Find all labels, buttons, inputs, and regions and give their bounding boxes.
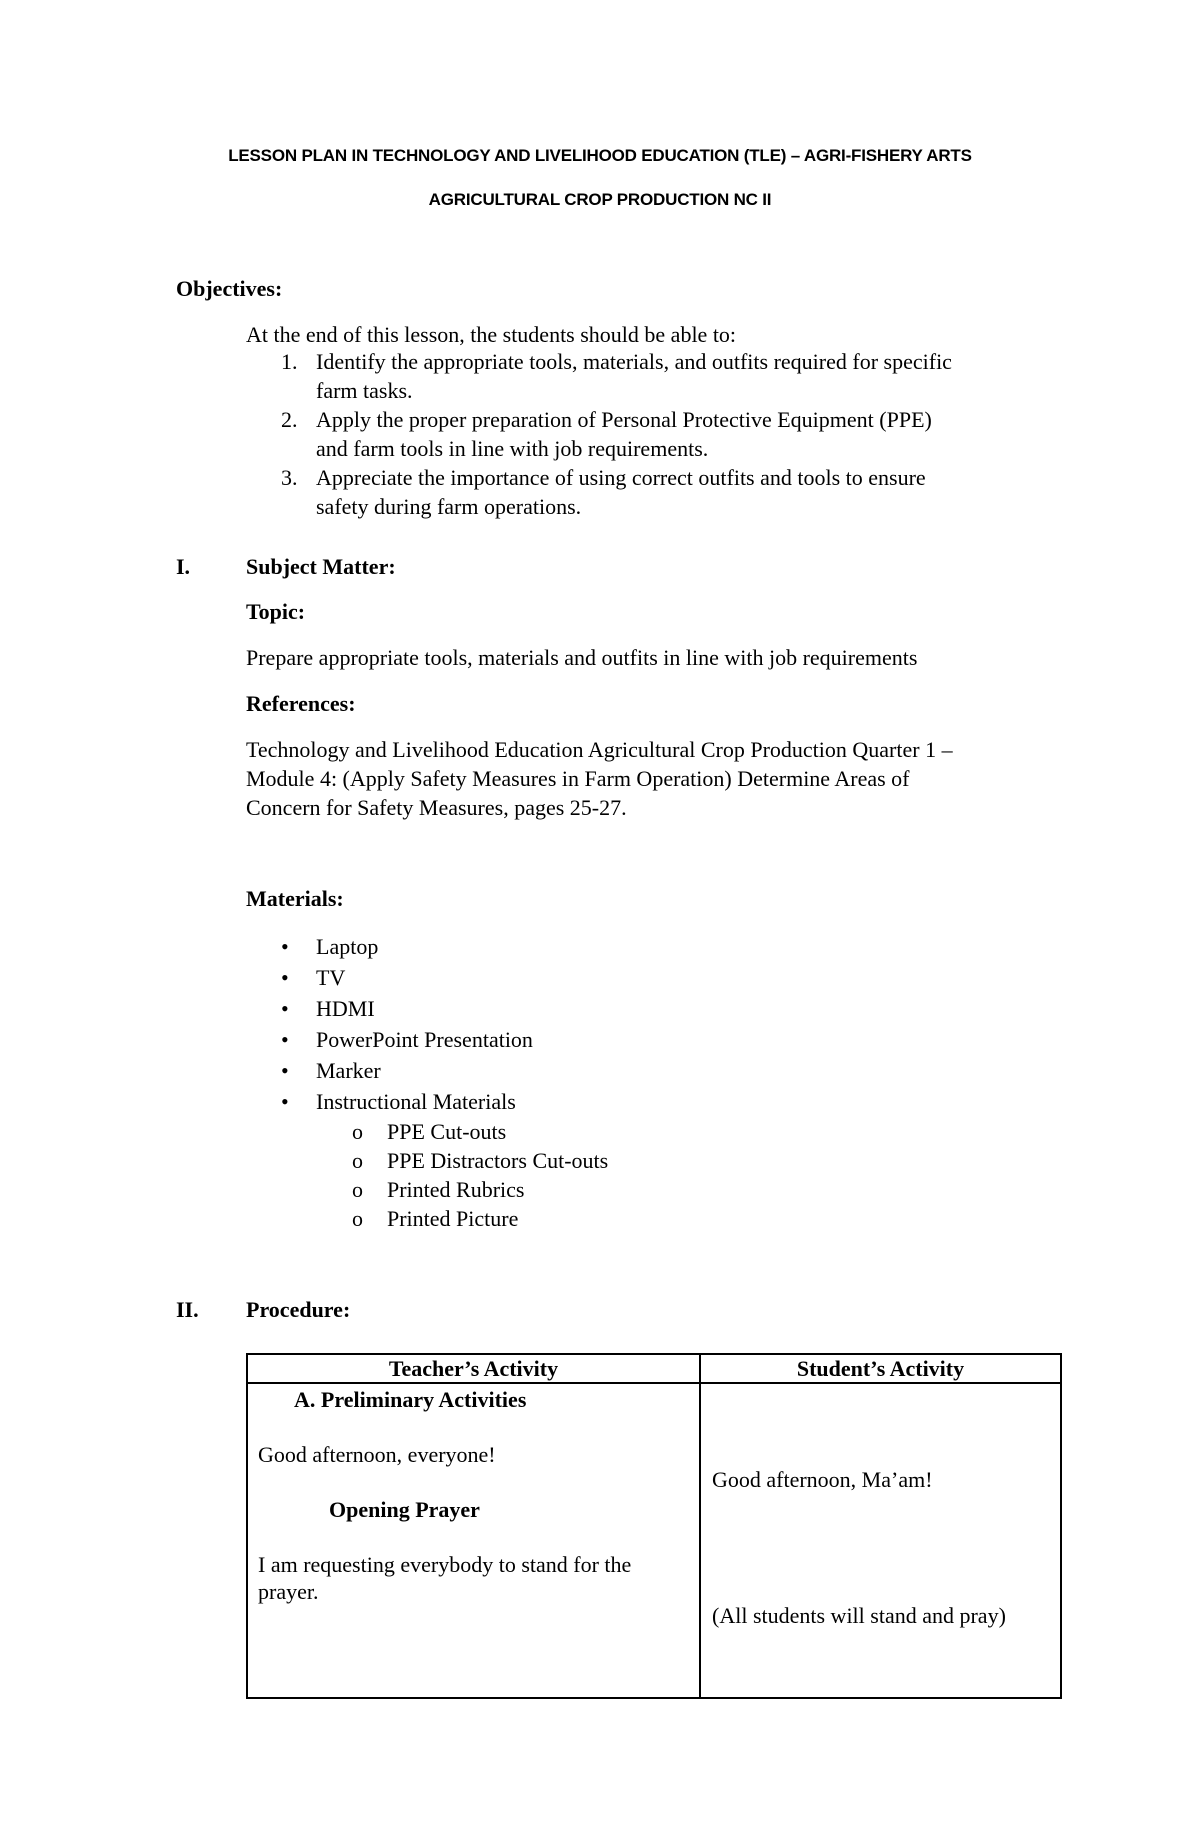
bullet-icon: • (281, 996, 289, 1021)
sub-bullet-icon: o (352, 1206, 363, 1231)
sub-material-item: Printed Rubrics (387, 1177, 525, 1202)
material-item: TV (316, 965, 346, 990)
bullet-icon: • (281, 1027, 289, 1052)
table-row (247, 1383, 1061, 1698)
teacher-activity-header: Teacher’s Activity (247, 1354, 700, 1383)
subject-matter-heading: Subject Matter: (246, 554, 396, 579)
materials-label: Materials: (246, 886, 344, 911)
objective-text: Apply the proper preparation of Personal Protective Equipment (PPE) (316, 407, 932, 432)
objectives-heading: Objectives: (176, 276, 283, 301)
objective-number: 2. (281, 407, 298, 432)
bullet-icon: • (281, 1058, 289, 1083)
topic-text: Prepare appropriate tools, materials and outfits in line with job requirements (246, 645, 918, 670)
sub-bullet-icon: o (352, 1148, 363, 1173)
material-item: Instructional Materials (316, 1089, 516, 1114)
opening-prayer-heading: Opening Prayer (329, 1497, 480, 1522)
sub-material-item: PPE Cut-outs (387, 1119, 507, 1144)
reference-line: Technology and Livelihood Education Agricultural Crop Production Quarter 1 – (246, 737, 953, 762)
objective-number: 3. (281, 465, 298, 490)
reference-line: Concern for Safety Measures, pages 25-27. (246, 795, 627, 820)
sub-material-item: Printed Picture (387, 1206, 519, 1231)
topic-label: Topic: (246, 599, 306, 624)
preliminary-activities-heading: A. Preliminary Activities (294, 1387, 527, 1412)
objective-text: and farm tools in line with job requirements. (316, 436, 709, 461)
material-item: Marker (316, 1058, 381, 1083)
sub-bullet-icon: o (352, 1177, 363, 1202)
material-item: HDMI (316, 996, 375, 1021)
procedure-heading: Procedure: (246, 1297, 351, 1322)
objective-text: Identify the appropriate tools, materials, and outfits required for specific (316, 349, 952, 374)
section-numeral: I. (176, 554, 191, 579)
teacher-greeting: Good afternoon, everyone! (258, 1442, 496, 1467)
objectives-intro: At the end of this lesson, the students should be able to: (246, 322, 737, 347)
student-activity-cell (700, 1383, 1061, 1698)
teacher-prayer-request: I am requesting everybody to stand for the (258, 1552, 632, 1577)
teacher-activity-cell (247, 1383, 700, 1698)
references-label: References: (246, 691, 356, 716)
student-greeting: Good afternoon, Ma’am! (712, 1467, 933, 1492)
section-numeral: II. (176, 1297, 199, 1322)
teacher-prayer-request: prayer. (258, 1579, 319, 1604)
bullet-icon: • (281, 965, 289, 990)
objective-text: Appreciate the importance of using correct outfits and tools to ensure (316, 465, 926, 490)
student-activity-header: Student’s Activity (700, 1354, 1061, 1383)
bullet-icon: • (281, 1089, 289, 1114)
bullet-icon: • (281, 934, 289, 959)
lesson-plan-title: LESSON PLAN IN TECHNOLOGY AND LIVELIHOOD EDUCATION (TLE) – AGRI-FISHERY ARTS (228, 146, 972, 165)
material-item: PowerPoint Presentation (316, 1027, 533, 1052)
reference-line: Module 4: (Apply Safety Measures in Farm Operation) Determine Areas of (246, 766, 910, 791)
sub-bullet-icon: o (352, 1119, 363, 1144)
procedure-table (246, 1353, 1062, 1699)
lesson-plan-subtitle: AGRICULTURAL CROP PRODUCTION NC II (428, 190, 772, 209)
sub-material-item: PPE Distractors Cut-outs (387, 1148, 609, 1173)
objective-text: safety during farm operations. (316, 494, 582, 519)
objective-number: 1. (281, 349, 298, 374)
table-header-row (247, 1354, 1061, 1383)
objective-text: farm tasks. (316, 378, 413, 403)
student-prayer-response: (All students will stand and pray) (712, 1603, 1006, 1628)
material-item: Laptop (316, 934, 379, 959)
